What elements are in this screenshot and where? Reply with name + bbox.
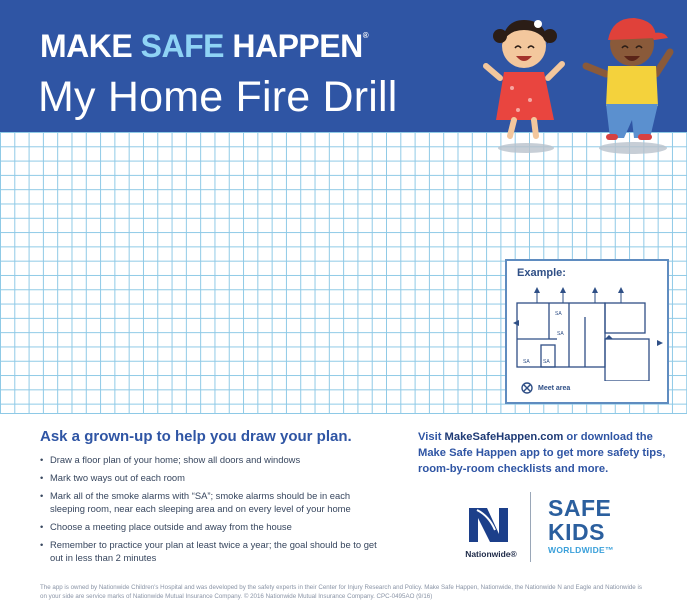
- smoke-alarm-tag: SA: [557, 331, 564, 337]
- list-item: • Choose a meeting place outside and away from the house: [40, 520, 385, 533]
- promo-prefix: Visit: [418, 431, 445, 443]
- promo-suffix: or download the Make Safe Happen app to get more safety tips, room-by-room checklists and more.: [418, 431, 666, 475]
- example-floor-plan-box: [505, 259, 669, 404]
- instructions-heading: Ask a grown-up to help you draw your plan.: [40, 428, 352, 445]
- boy-figure: [586, 18, 670, 140]
- legal-disclaimer: The app is owned by Nationwide Children's Hospital and was developed by the safety experts in their Center for Injury Research and Policy. Make Safe Happen, Nationwide, the Nationwide N and Eagle and Nationwide is on your side are service marks of Nationwide Mutual Insurance Company. © 2016 Nationwide Mutual Insurance Company. CPC-0495AO (9/16): [40, 584, 642, 600]
- meet-area-label: Meet area: [538, 384, 571, 392]
- smoke-alarm-tag: SA: [543, 359, 550, 365]
- example-label: Example:: [517, 267, 566, 279]
- list-item: • Mark all of the smoke alarms with “SA”; smoke alarms should be in each sleeping room, near each sleeping area and on every level of your home: [40, 489, 385, 515]
- logo-divider: [530, 492, 531, 562]
- girl-figure: [486, 20, 562, 136]
- nationwide-logo-text: Nationwide®: [465, 549, 517, 559]
- safe-kids-logo-worldwide: WORLDWIDE™: [548, 545, 614, 555]
- brand-happen: HAPPEN: [223, 28, 363, 64]
- brand-registered-mark: ®: [362, 31, 369, 40]
- meet-area-icon: [521, 382, 533, 394]
- smoke-alarm-tag: SA: [523, 359, 530, 365]
- instructions-list: [40, 453, 385, 569]
- example-floor-plan: [513, 283, 665, 381]
- list-item: • Mark two ways out of each room: [40, 471, 385, 484]
- safe-kids-logo-kids: KIDS: [548, 519, 605, 545]
- promo-text: [418, 429, 676, 477]
- list-item: • Draw a floor plan of your home; show all doors and windows: [40, 453, 385, 466]
- list-item: • Remember to practice your plan at least twice a year; the goal should be to get out in less than 2 minutes: [40, 538, 385, 564]
- jumping-kids-illustration: [478, 8, 678, 160]
- brand-safe: SAFE: [140, 28, 224, 64]
- brand-make: MAKE: [40, 28, 141, 64]
- safe-kids-logo-safe: SAFE: [548, 495, 612, 521]
- page-title: My Home Fire Drill: [38, 73, 398, 121]
- make-safe-happen-logo: [40, 30, 368, 62]
- website-link[interactable]: MakeSafeHappen.com: [444, 431, 564, 443]
- meet-area-legend: [521, 382, 570, 394]
- smoke-alarm-tag: SA: [555, 311, 562, 317]
